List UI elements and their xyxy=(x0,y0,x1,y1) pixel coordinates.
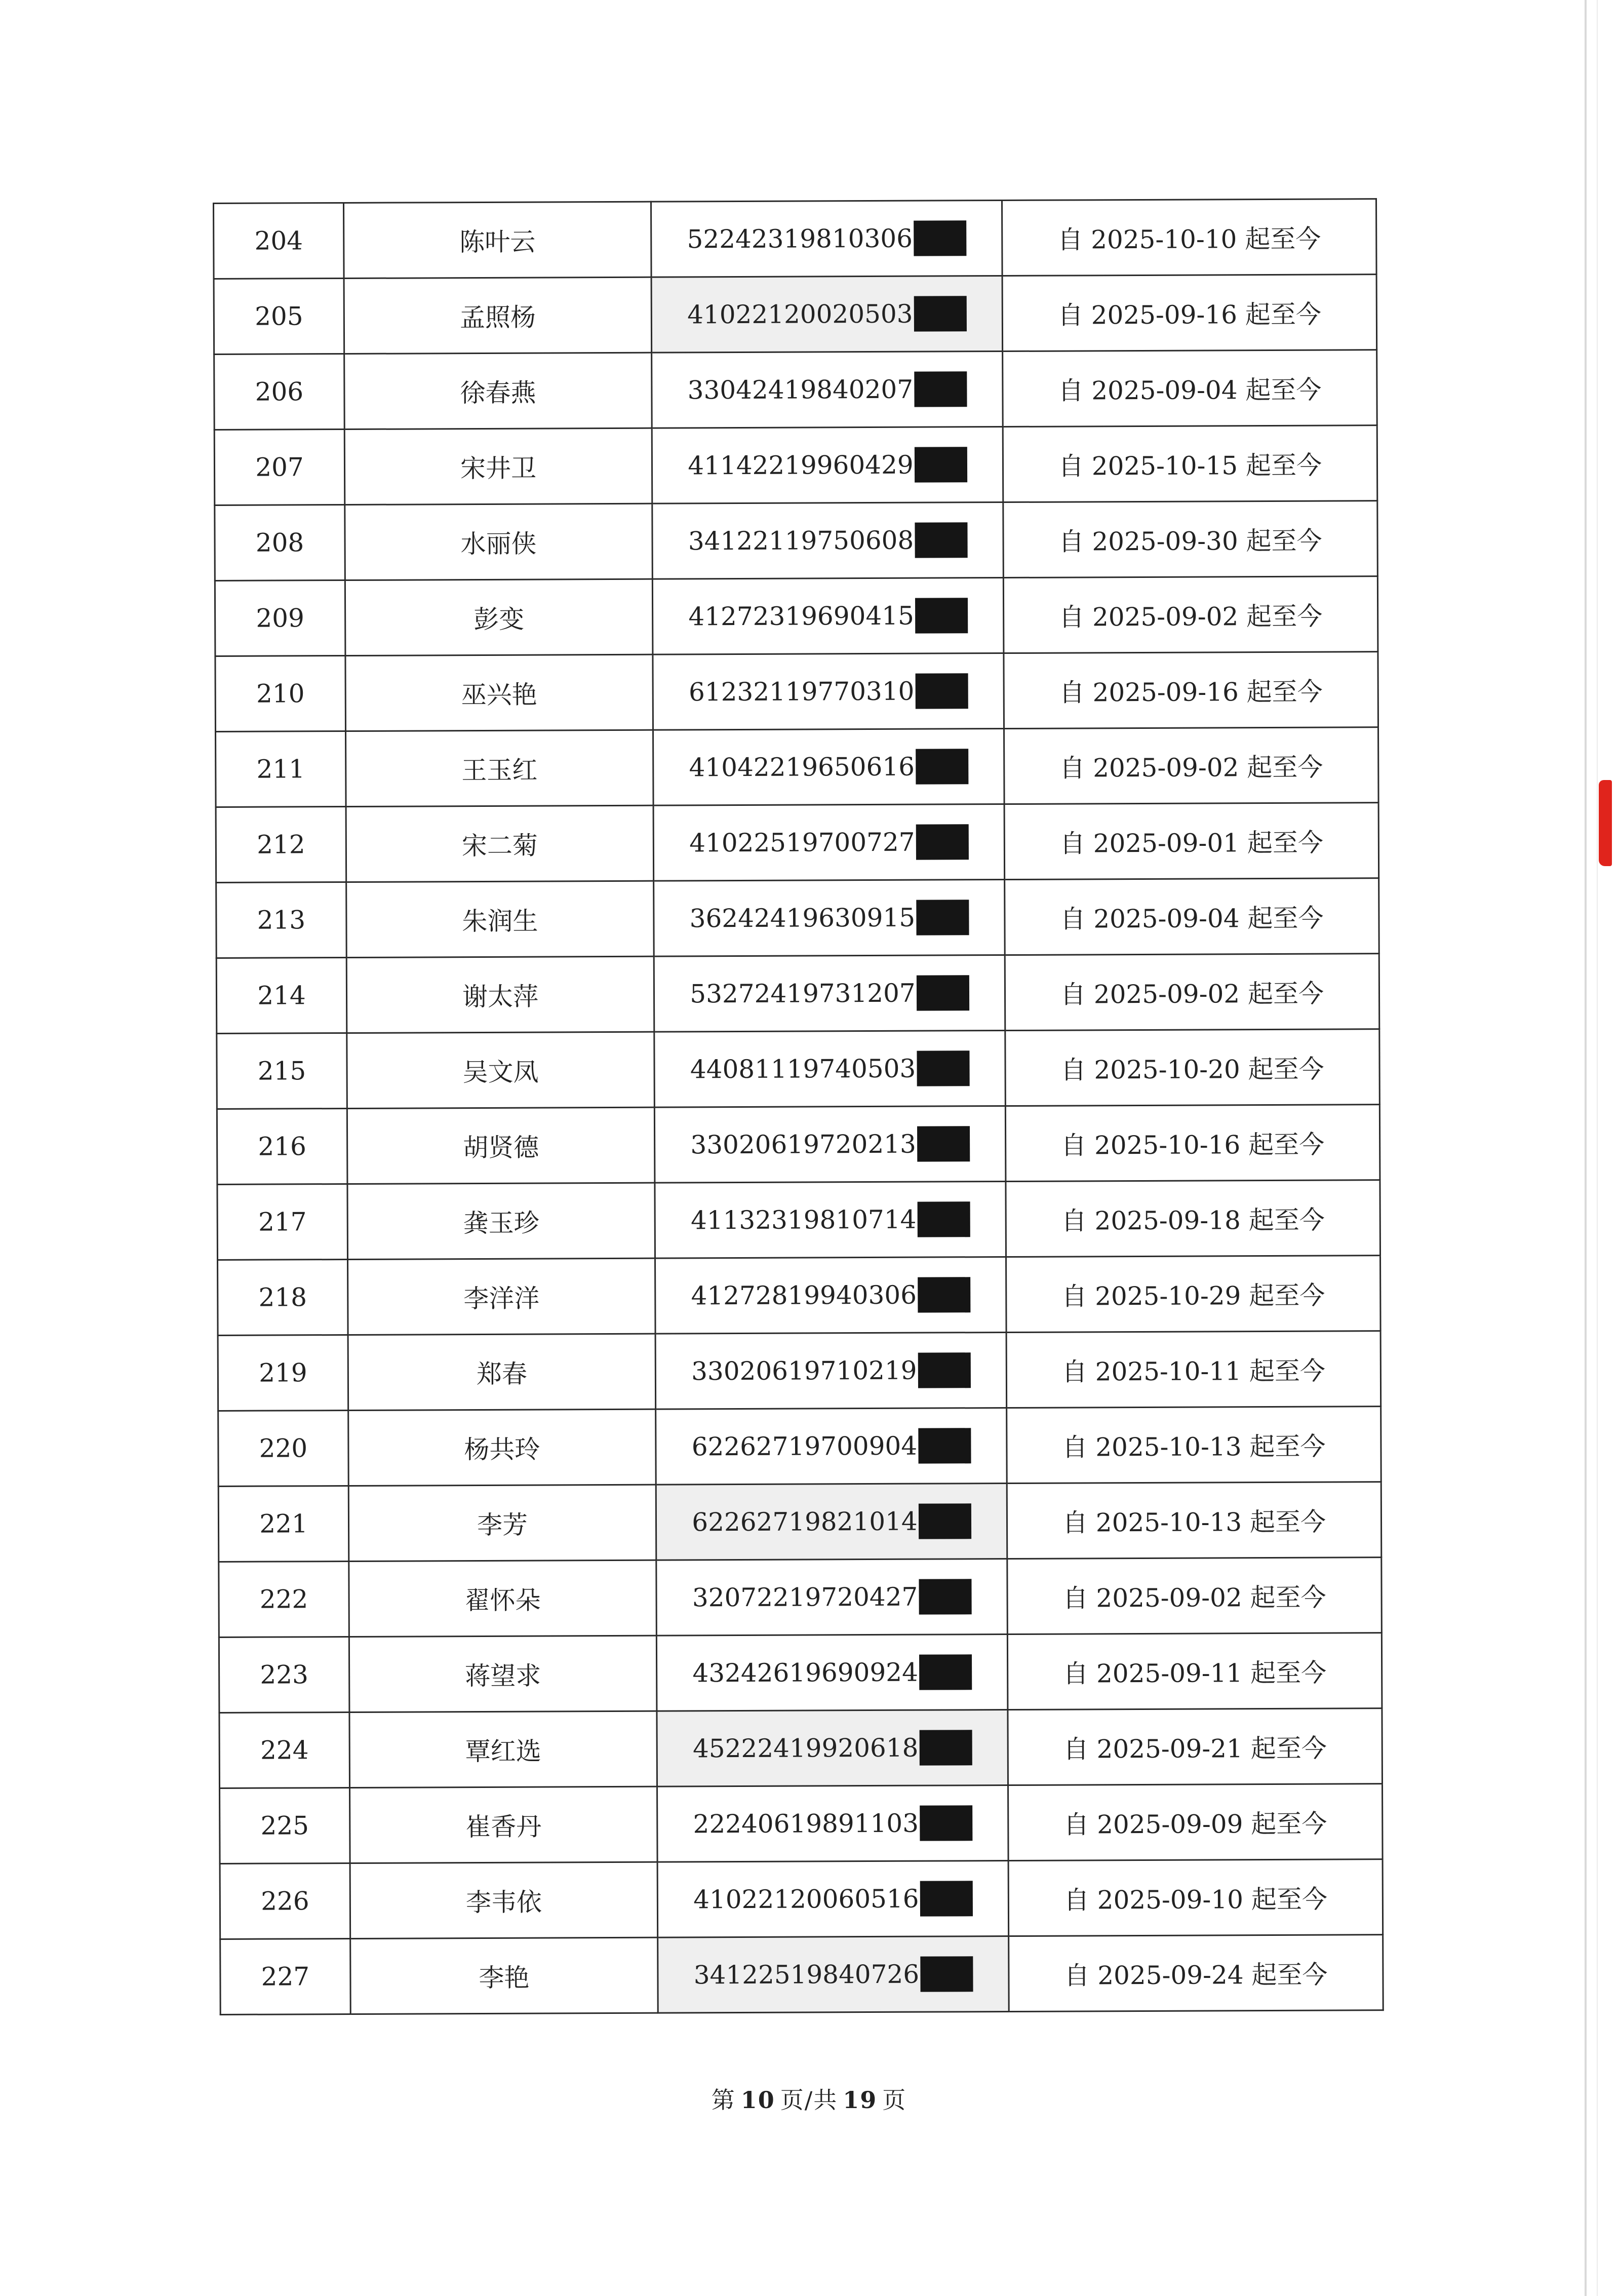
effective-date: 自 2025-09-01 起至今 xyxy=(1004,803,1379,880)
effective-date: 自 2025-09-04 起至今 xyxy=(1003,350,1377,427)
id-number-cell xyxy=(652,578,1004,655)
row-number: 216 xyxy=(217,1108,347,1184)
redaction-block xyxy=(919,1654,972,1690)
id-number-cell xyxy=(656,1408,1007,1485)
table-row xyxy=(214,425,1377,505)
redaction-block xyxy=(917,975,969,1010)
redaction-block xyxy=(919,1730,972,1765)
table-row xyxy=(216,727,1379,807)
person-name: 李艳 xyxy=(350,1937,658,2014)
redaction-block xyxy=(914,220,966,256)
id-number-cell xyxy=(652,502,1004,579)
row-number: 224 xyxy=(219,1712,350,1788)
page-edge xyxy=(1585,0,1587,2296)
table-row xyxy=(218,1256,1381,1336)
id-number-cell xyxy=(653,804,1005,881)
person-name: 胡贤德 xyxy=(347,1107,655,1184)
id-number-wrap xyxy=(690,975,969,1011)
effective-date: 自 2025-10-16 起至今 xyxy=(1005,1105,1380,1182)
id-number-wrap xyxy=(691,1352,971,1389)
id-number-cell xyxy=(655,1182,1006,1259)
table-row xyxy=(215,652,1378,732)
personnel-table xyxy=(213,198,1384,2015)
person-name: 巫兴艳 xyxy=(345,654,653,731)
red-seal-edge-mark xyxy=(1599,780,1612,866)
id-number-wrap xyxy=(688,522,968,559)
id-number-cell xyxy=(651,201,1002,278)
row-number: 217 xyxy=(217,1184,348,1260)
person-name: 宋井卫 xyxy=(344,428,652,504)
effective-date: 自 2025-10-15 起至今 xyxy=(1003,425,1377,502)
row-number: 215 xyxy=(217,1033,347,1109)
effective-date: 自 2025-10-20 起至今 xyxy=(1005,1029,1380,1106)
person-name: 龚玉珍 xyxy=(347,1183,655,1259)
row-number: 206 xyxy=(214,354,345,430)
effective-date: 自 2025-09-02 起至今 xyxy=(1007,1558,1382,1635)
id-number-wrap xyxy=(693,1805,972,1842)
row-number: 212 xyxy=(216,806,346,882)
id-number-wrap xyxy=(694,1956,973,1993)
effective-date: 自 2025-09-18 起至今 xyxy=(1006,1180,1380,1257)
table-row xyxy=(220,1859,1383,1939)
footer-total-pages: 19 xyxy=(843,2086,878,2114)
redaction-block xyxy=(914,371,967,407)
footer-middle: 页/共 xyxy=(780,2086,838,2114)
row-number: 219 xyxy=(218,1335,348,1411)
redaction-block xyxy=(916,749,968,784)
id-number: 41022120020503 xyxy=(687,299,913,330)
row-number: 213 xyxy=(216,882,347,958)
redaction-block xyxy=(918,1428,971,1463)
effective-date: 自 2025-09-11 起至今 xyxy=(1007,1633,1382,1710)
row-number: 211 xyxy=(216,731,346,807)
row-number: 222 xyxy=(219,1561,349,1637)
row-number: 220 xyxy=(218,1410,349,1486)
row-number: 209 xyxy=(215,580,345,656)
table-body xyxy=(214,199,1384,2015)
row-number: 214 xyxy=(216,957,347,1033)
redaction-block xyxy=(917,1050,969,1086)
redaction-block xyxy=(918,1352,970,1388)
effective-date: 自 2025-09-04 起至今 xyxy=(1005,878,1379,955)
redaction-block xyxy=(915,447,967,482)
row-number: 223 xyxy=(219,1637,349,1713)
id-number-wrap xyxy=(690,1126,970,1162)
id-number-wrap xyxy=(690,900,969,936)
id-number: 36242419630915 xyxy=(689,903,916,933)
redaction-block xyxy=(916,900,969,935)
id-number-cell xyxy=(658,1936,1009,2013)
effective-date: 自 2025-10-13 起至今 xyxy=(1007,1407,1382,1484)
id-number: 45222419920618 xyxy=(692,1733,919,1764)
table-row xyxy=(219,1558,1382,1638)
person-name: 水丽侠 xyxy=(345,503,653,580)
effective-date: 自 2025-10-29 起至今 xyxy=(1006,1256,1381,1333)
person-name: 杨共玲 xyxy=(348,1409,656,1486)
id-number-cell xyxy=(654,1031,1006,1108)
effective-date: 自 2025-09-16 起至今 xyxy=(1002,275,1377,352)
id-number-wrap xyxy=(692,1579,972,1615)
id-number-cell xyxy=(655,1257,1007,1334)
table-row xyxy=(214,350,1377,430)
id-number-wrap xyxy=(692,1503,971,1540)
table-row xyxy=(214,275,1377,355)
effective-date: 自 2025-10-13 起至今 xyxy=(1007,1482,1382,1559)
redaction-block xyxy=(917,1201,970,1237)
id-number-cell xyxy=(654,1106,1006,1183)
id-number-wrap xyxy=(690,1050,970,1087)
id-number-cell xyxy=(651,276,1003,353)
id-number: 34122119750608 xyxy=(688,525,914,556)
redaction-block xyxy=(915,522,967,558)
id-number-wrap xyxy=(693,1730,972,1766)
id-number-cell xyxy=(654,955,1005,1032)
redaction-block xyxy=(920,1881,972,1916)
redaction-block xyxy=(919,1579,971,1614)
id-number: 53272419731207 xyxy=(690,978,916,1009)
table-row xyxy=(218,1407,1382,1487)
footer-suffix: 页 xyxy=(882,2086,907,2114)
footer-prefix: 第 xyxy=(711,2086,736,2114)
effective-date: 自 2025-09-09 起至今 xyxy=(1008,1784,1383,1861)
page-footer xyxy=(0,2082,1618,2115)
person-name: 陈叶云 xyxy=(344,202,652,278)
id-number-cell xyxy=(653,729,1005,806)
page-edge-secondary xyxy=(1597,0,1598,2296)
id-number-cell xyxy=(657,1860,1009,1937)
table-row xyxy=(214,199,1377,279)
id-number-wrap xyxy=(692,1654,972,1691)
person-name: 王玉红 xyxy=(346,730,654,806)
row-number: 218 xyxy=(218,1259,348,1335)
row-number: 204 xyxy=(214,203,344,279)
id-number-wrap xyxy=(687,220,966,257)
effective-date: 自 2025-10-11 起至今 xyxy=(1006,1331,1381,1408)
table-row xyxy=(216,803,1379,883)
id-number-wrap xyxy=(689,749,968,785)
effective-date: 自 2025-09-02 起至今 xyxy=(1005,954,1379,1031)
id-number: 41142219960429 xyxy=(688,450,914,481)
table-row xyxy=(220,1935,1384,2015)
person-name: 蒋望求 xyxy=(349,1636,657,1712)
row-number: 221 xyxy=(218,1486,349,1562)
table-row xyxy=(215,501,1378,581)
effective-date: 自 2025-09-02 起至今 xyxy=(1004,727,1378,804)
table-row xyxy=(217,1105,1380,1185)
redaction-block xyxy=(917,1126,970,1161)
id-number-cell xyxy=(657,1785,1009,1862)
id-number-wrap xyxy=(688,371,967,408)
table-row xyxy=(218,1331,1381,1411)
person-name: 吴文凤 xyxy=(347,1032,655,1108)
person-name: 朱润生 xyxy=(346,881,654,957)
id-number-wrap xyxy=(688,447,967,483)
redaction-block xyxy=(919,1503,971,1539)
effective-date: 自 2025-09-16 起至今 xyxy=(1004,652,1378,729)
id-number: 52242319810306 xyxy=(687,223,913,254)
row-number: 226 xyxy=(220,1863,350,1939)
id-number: 33020619720213 xyxy=(690,1129,916,1160)
table-row xyxy=(217,1180,1380,1260)
footer-page-number: 10 xyxy=(740,2086,775,2114)
row-number: 227 xyxy=(220,1938,351,2014)
person-name: 李洋洋 xyxy=(348,1258,656,1335)
id-number: 62262719821014 xyxy=(692,1506,918,1537)
id-number-wrap xyxy=(691,1277,970,1313)
id-number: 44081119740503 xyxy=(690,1054,916,1084)
table-row xyxy=(220,1784,1383,1864)
table-row xyxy=(216,878,1379,958)
person-name: 崔香丹 xyxy=(350,1786,658,1863)
row-number: 208 xyxy=(215,505,345,581)
id-number-cell xyxy=(656,1483,1007,1560)
id-number: 41272319690415 xyxy=(688,601,914,632)
redaction-block xyxy=(915,598,968,633)
id-number-cell xyxy=(656,1634,1008,1711)
id-number: 32072219720427 xyxy=(692,1582,918,1613)
id-number-cell xyxy=(653,653,1004,730)
id-number-cell xyxy=(654,880,1005,957)
id-number-cell xyxy=(657,1709,1008,1786)
id-number: 34122519840726 xyxy=(693,1959,920,1990)
person-name: 李芳 xyxy=(348,1485,656,1561)
redaction-block xyxy=(918,1277,970,1312)
id-number-cell xyxy=(656,1559,1008,1636)
id-number-cell xyxy=(655,1332,1007,1409)
id-number: 41132319810714 xyxy=(690,1204,917,1235)
redaction-block xyxy=(920,1805,972,1841)
person-name: 宋二菊 xyxy=(346,805,654,882)
table-row xyxy=(215,576,1378,656)
id-number: 41042219650616 xyxy=(689,752,915,783)
row-number: 225 xyxy=(220,1787,350,1863)
id-number-wrap xyxy=(689,824,969,861)
id-number-cell xyxy=(652,352,1003,429)
person-name: 李韦依 xyxy=(350,1862,658,1938)
table-row xyxy=(219,1633,1382,1713)
effective-date: 自 2025-09-10 起至今 xyxy=(1008,1859,1383,1936)
id-number-wrap xyxy=(689,673,968,710)
id-number-cell xyxy=(652,427,1003,504)
redaction-block xyxy=(920,1956,973,1992)
effective-date: 自 2025-09-24 起至今 xyxy=(1009,1935,1384,2012)
table-row xyxy=(219,1708,1383,1788)
redaction-block xyxy=(914,296,966,331)
id-number: 33020619710219 xyxy=(691,1355,917,1386)
id-number: 22240619891103 xyxy=(693,1808,919,1839)
id-number: 41022120060516 xyxy=(693,1884,919,1915)
effective-date: 自 2025-09-21 起至今 xyxy=(1008,1708,1383,1785)
id-number: 62262719700904 xyxy=(691,1431,918,1462)
id-number: 41272819940306 xyxy=(691,1280,917,1311)
id-number-wrap xyxy=(693,1881,973,1917)
table-row xyxy=(216,954,1379,1034)
id-number: 61232119770310 xyxy=(688,676,915,707)
effective-date: 自 2025-10-10 起至今 xyxy=(1002,199,1376,276)
row-number: 207 xyxy=(214,430,345,505)
effective-date: 自 2025-09-02 起至今 xyxy=(1003,576,1378,653)
person-name: 覃红选 xyxy=(349,1711,657,1787)
id-number-wrap xyxy=(688,598,968,634)
redaction-block xyxy=(916,824,968,860)
id-number-wrap xyxy=(687,296,967,332)
table-row xyxy=(217,1029,1380,1109)
redaction-block xyxy=(915,673,968,709)
id-number: 41022519700727 xyxy=(689,827,915,858)
person-name: 翟怀朵 xyxy=(349,1560,657,1637)
person-name: 徐春燕 xyxy=(344,353,652,429)
person-name: 孟照杨 xyxy=(344,277,652,354)
row-number: 210 xyxy=(215,656,346,732)
person-name: 彭变 xyxy=(345,579,653,655)
id-number-wrap xyxy=(691,1201,970,1238)
id-number: 43242619690924 xyxy=(692,1657,918,1688)
table-row xyxy=(218,1482,1382,1562)
id-number: 33042419840207 xyxy=(687,374,914,405)
effective-date: 自 2025-09-30 起至今 xyxy=(1003,501,1378,578)
id-number-wrap xyxy=(692,1428,971,1464)
row-number: 205 xyxy=(214,279,344,355)
person-name: 谢太萍 xyxy=(346,956,654,1033)
person-name: 郑春 xyxy=(348,1334,656,1410)
